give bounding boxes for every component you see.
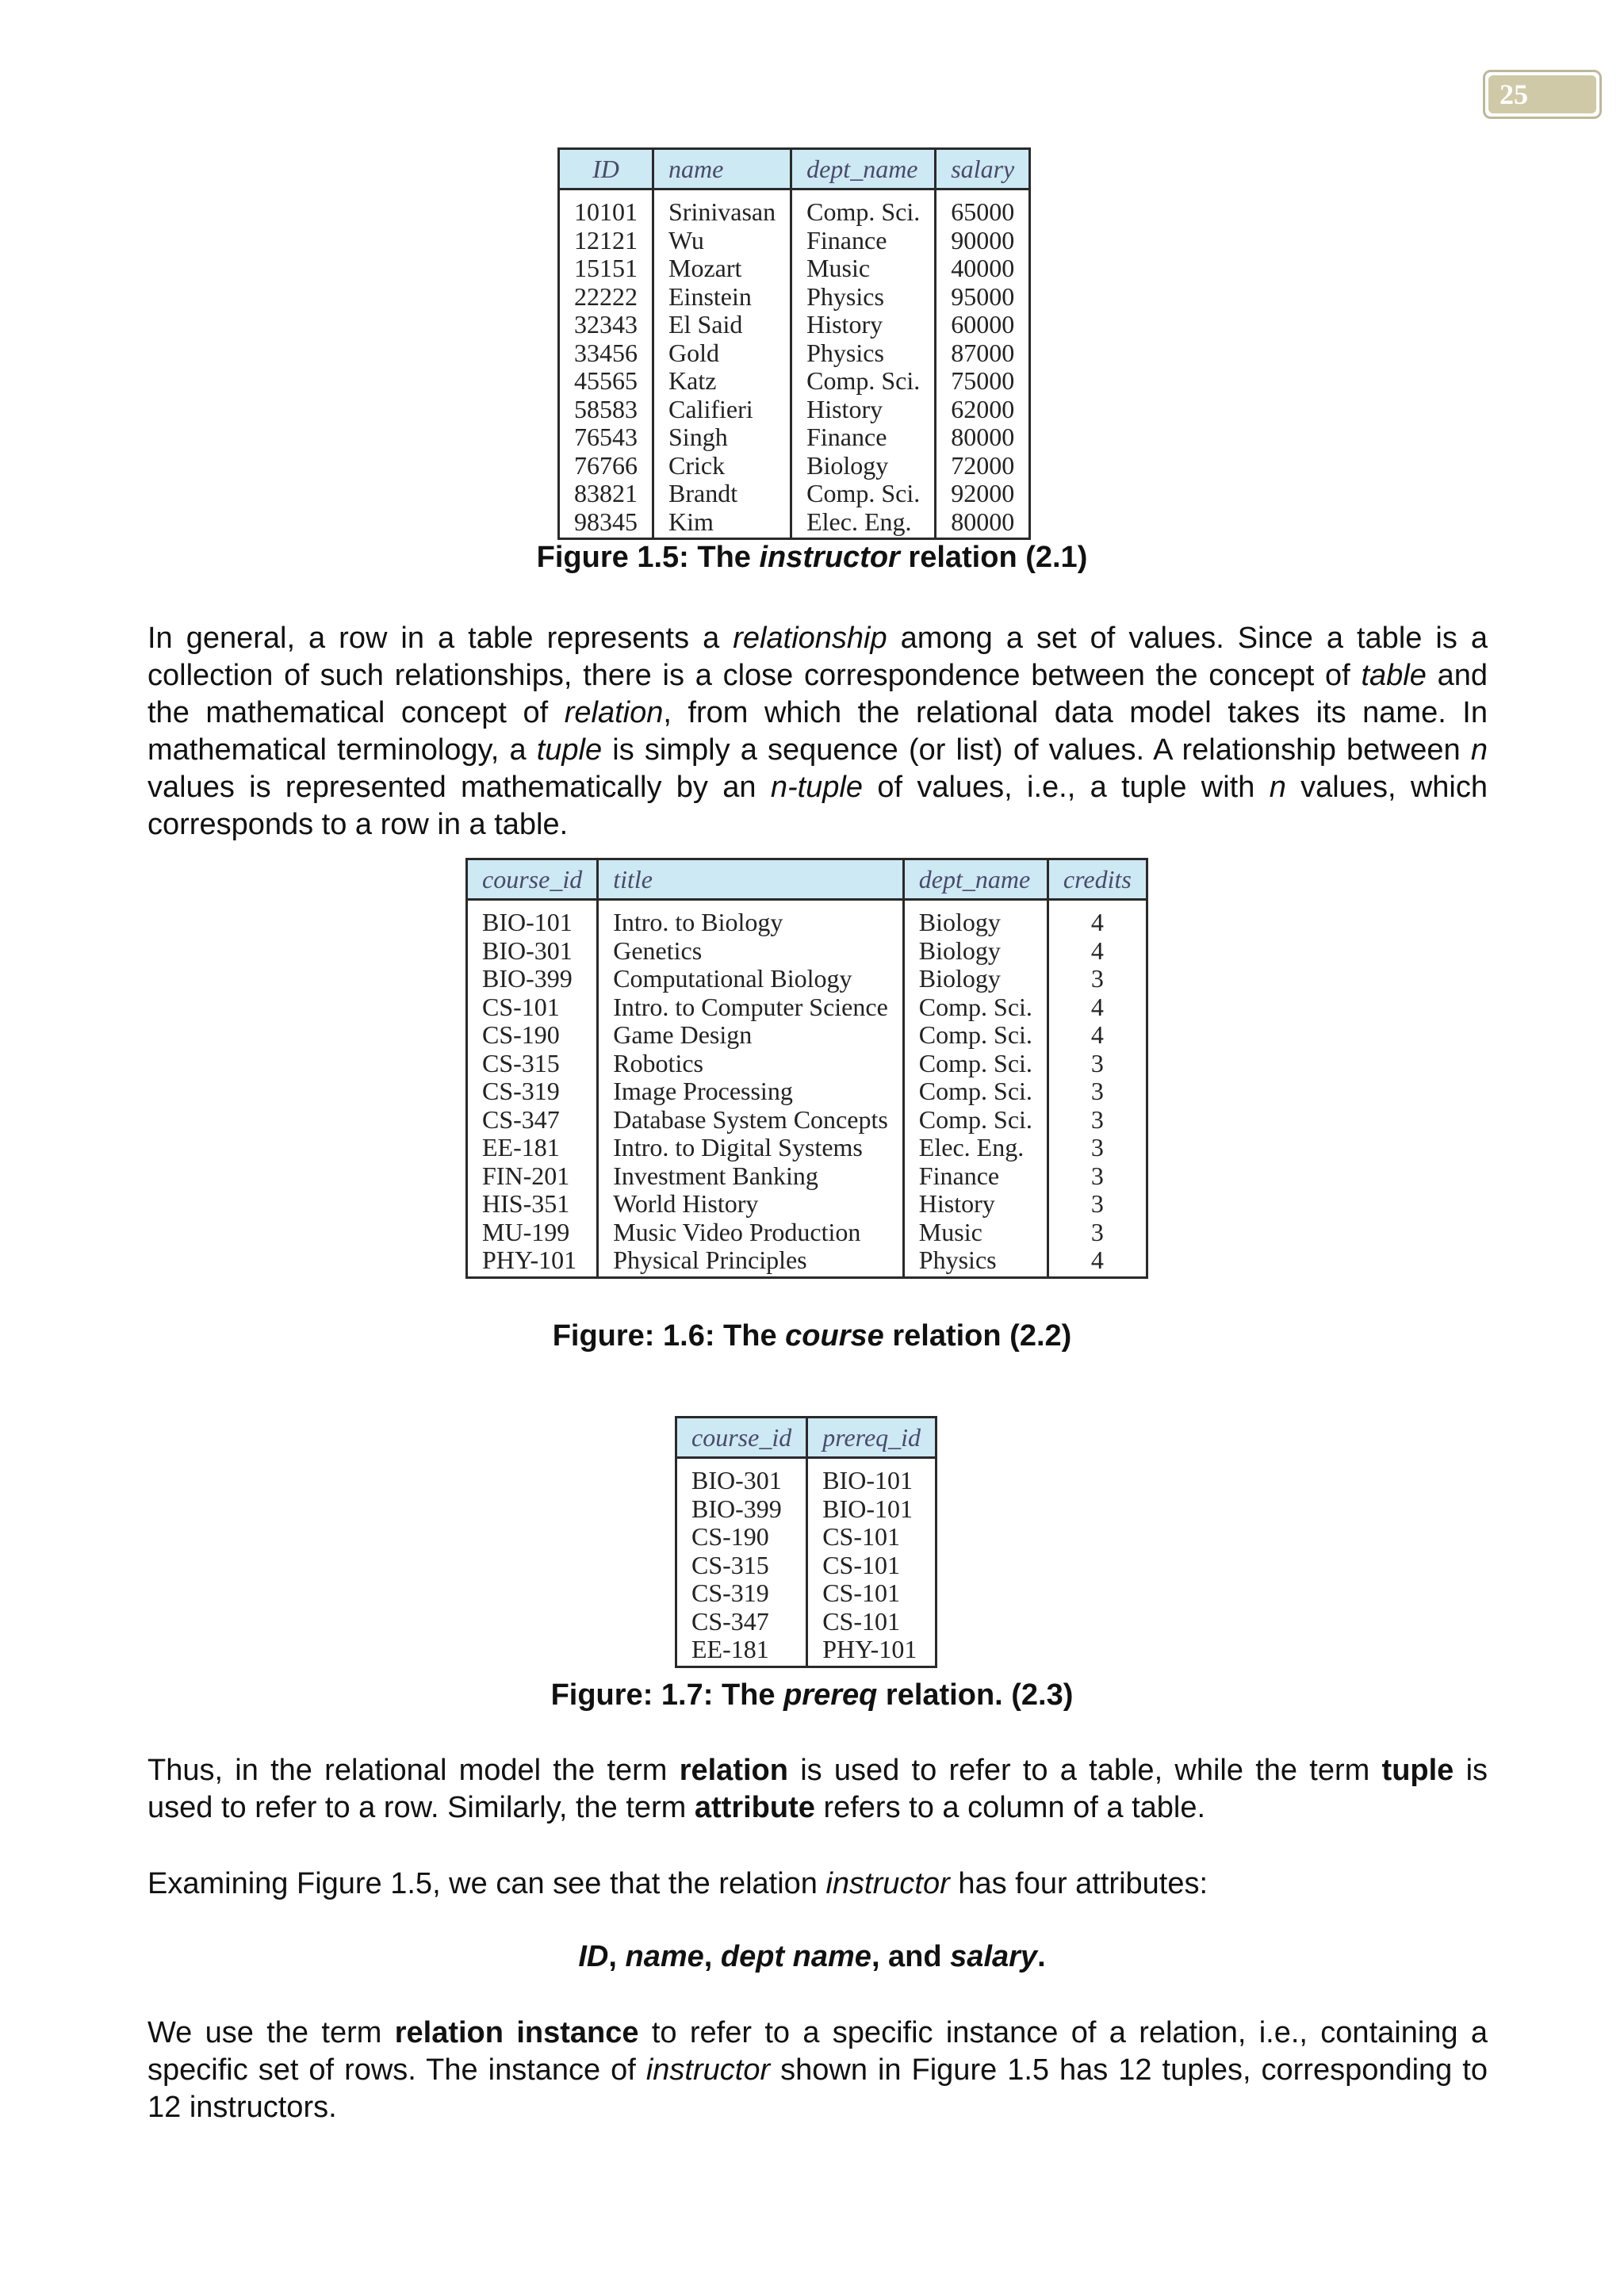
- text: refers to a column of a table.: [814, 1791, 1206, 1824]
- table-cell: CS-101: [468, 993, 599, 1022]
- text: , from which the relational data model takes its name. In mathematical terminology, a: [147, 696, 1488, 767]
- table-row: [560, 396, 1028, 424]
- attribute-name: ID: [578, 1940, 609, 1973]
- course-table: [465, 858, 1148, 1279]
- table-cell: Genetics: [599, 937, 905, 966]
- column-header: course_id: [468, 858, 599, 901]
- emphasis: instructor: [645, 2053, 771, 2087]
- table-cell: 3: [1090, 1048, 1104, 1077]
- caption-term: instructor: [759, 541, 900, 574]
- column-header: name: [654, 147, 792, 190]
- table-row: [560, 190, 1028, 227]
- table-cell: CS-101: [822, 1522, 900, 1551]
- table-cell: 3: [1090, 1217, 1104, 1246]
- table-row: [677, 1552, 935, 1580]
- table-cell: Comp. Sci.: [905, 993, 1049, 1022]
- text: to refer to a specific instance of a relation, i.e., containing a specific set of rows. The instance of: [147, 2016, 1488, 2087]
- table-cell: 4: [1090, 1020, 1104, 1049]
- table-cell: Music: [792, 254, 936, 283]
- table-row: [560, 480, 1028, 508]
- table-cell: Crick: [654, 452, 792, 480]
- table-row: [677, 1495, 935, 1524]
- table-row: [677, 1523, 935, 1552]
- text: shown in Figure 1.5 has 12 tuples, corresponding to 12 instructors.: [147, 2053, 1488, 2124]
- table-cell: 40000: [951, 254, 1015, 282]
- figure-caption-instructor: [0, 541, 1624, 575]
- table-cell: CS-347: [468, 1106, 599, 1135]
- text: of values, i.e., a tuple with: [863, 771, 1270, 804]
- paragraph-examining: [147, 1866, 1488, 1903]
- table-cell: CS-101: [822, 1606, 900, 1636]
- table-cell: 65000: [951, 197, 1015, 226]
- separator: .: [1037, 1940, 1046, 1973]
- text: We use the term: [147, 2016, 395, 2049]
- table-header-row: [677, 1416, 935, 1459]
- table-cell: 76766: [560, 452, 654, 480]
- separator: , and: [871, 1940, 951, 1973]
- paragraph-relation-terms: [147, 1752, 1488, 1827]
- table-cell: 45565: [560, 367, 654, 396]
- table-cell: Brandt: [654, 480, 792, 508]
- caption-text: Figure 1.5: The: [536, 541, 760, 574]
- table-row: [468, 901, 1146, 937]
- table-cell: 22222: [560, 283, 654, 312]
- table-cell: 95000: [951, 281, 1015, 311]
- table-cell: History: [792, 311, 936, 339]
- table-cell: World History: [599, 1190, 905, 1219]
- table-row: [560, 254, 1028, 283]
- table-cell: History: [792, 396, 936, 424]
- table-cell: Finance: [792, 227, 936, 255]
- text: values is represented mathematically by an: [147, 771, 771, 804]
- caption-text: relation: [877, 1678, 995, 1712]
- table-cell: 75000: [951, 366, 1015, 395]
- table-cell: Comp. Sci.: [905, 1050, 1049, 1078]
- column-header: salary: [936, 147, 1028, 190]
- bold-term: relation instance: [394, 2016, 639, 2049]
- table-cell: BIO-101: [822, 1466, 913, 1494]
- table-cell: 3: [1090, 1189, 1104, 1218]
- attribute-name: name: [625, 1940, 704, 1973]
- table-row: [468, 1106, 1146, 1135]
- table-cell: CS-101: [822, 1578, 900, 1607]
- table-cell: 33456: [560, 339, 654, 368]
- separator: ,: [608, 1940, 626, 1973]
- table-cell: Investment Banking: [599, 1162, 905, 1191]
- table-cell: Srinivasan: [654, 190, 792, 227]
- table-cell: CS-315: [468, 1050, 599, 1078]
- column-header: dept_name: [905, 858, 1049, 901]
- column-header: prereq_id: [808, 1416, 935, 1459]
- table-cell: BIO-399: [677, 1495, 808, 1524]
- table-cell: Comp. Sci.: [792, 480, 936, 508]
- table-row: [560, 508, 1028, 538]
- column-header: title: [599, 858, 905, 901]
- table-cell: Physics: [905, 1246, 1049, 1276]
- table-cell: 80000: [951, 507, 1015, 536]
- column-header: dept_name: [792, 147, 936, 190]
- attributes-list: [0, 1940, 1624, 1974]
- text: values, which corresponds to a row in a table.: [147, 771, 1488, 841]
- table-row: [560, 227, 1028, 255]
- table-cell: 10101: [560, 190, 654, 227]
- table-cell: 4: [1090, 1246, 1104, 1274]
- table-cell: 87000: [951, 338, 1015, 367]
- table-cell: 4: [1090, 992, 1104, 1021]
- attribute-name: dept name: [720, 1940, 871, 1973]
- table-row: [468, 1219, 1146, 1247]
- emphasis: relation: [564, 696, 664, 729]
- table-cell: Comp. Sci.: [905, 1021, 1049, 1050]
- table-row: [560, 339, 1028, 368]
- table-row: [468, 1134, 1146, 1162]
- table-row: [468, 937, 1146, 966]
- table-row: [677, 1579, 935, 1608]
- figure-caption-course: [0, 1319, 1624, 1353]
- table-cell: MU-199: [468, 1219, 599, 1247]
- caption-text: relation (2.2): [883, 1319, 1072, 1353]
- text: among a set of values. Since a table is a collection of such relationships, there is a close correspondence between the concept of: [147, 622, 1488, 692]
- table-cell: 32343: [560, 311, 654, 339]
- table-cell: 72000: [951, 450, 1015, 480]
- bold-term: tuple: [1381, 1754, 1454, 1787]
- table-row: [468, 1246, 1146, 1276]
- table-cell: Image Processing: [599, 1077, 905, 1106]
- table-cell: FIN-201: [468, 1162, 599, 1191]
- table-cell: 80000: [951, 423, 1015, 451]
- table-header-row: [468, 858, 1146, 901]
- table-row: [677, 1608, 935, 1636]
- table-cell: EE-181: [468, 1134, 599, 1162]
- caption-text: Figure: 1.7: The: [550, 1678, 784, 1712]
- paragraph-relationship: [147, 620, 1488, 844]
- table-cell: CS-319: [677, 1579, 808, 1608]
- table-cell: Robotics: [599, 1050, 905, 1078]
- table-cell: 90000: [951, 225, 1015, 254]
- separator: ,: [703, 1940, 721, 1973]
- table-cell: 76543: [560, 423, 654, 452]
- figure-caption-prereq: [0, 1678, 1624, 1712]
- table-cell: Elec. Eng.: [792, 508, 936, 538]
- table-cell: 60000: [951, 310, 1015, 339]
- table-cell: Gold: [654, 339, 792, 368]
- table-cell: 3: [1090, 964, 1104, 993]
- table-cell: Einstein: [654, 283, 792, 312]
- table-cell: Physics: [792, 339, 936, 368]
- table-cell: Finance: [792, 423, 936, 452]
- table-cell: Music: [905, 1219, 1049, 1247]
- bold-term: attribute: [694, 1791, 815, 1824]
- table-row: [560, 311, 1028, 339]
- table-cell: Computational Biology: [599, 965, 905, 993]
- page-number-badge: [1483, 70, 1602, 119]
- table-cell: Intro. to Digital Systems: [599, 1134, 905, 1162]
- emphasis: n-tuple: [770, 771, 864, 804]
- column-header: course_id: [677, 1416, 808, 1459]
- table-cell: PHY-101: [468, 1246, 599, 1276]
- table-cell: Mozart: [654, 254, 792, 283]
- table-cell: BIO-301: [468, 937, 599, 966]
- table-row: [560, 283, 1028, 312]
- instructor-table: [557, 147, 1031, 540]
- emphasis: n: [1269, 771, 1286, 804]
- table-cell: Califieri: [654, 396, 792, 424]
- table-row: [468, 993, 1146, 1022]
- table-row: [468, 1162, 1146, 1191]
- table-row: [468, 1050, 1146, 1078]
- table-cell: 83821: [560, 480, 654, 508]
- table-cell: Biology: [905, 965, 1049, 993]
- text: Thus, in the relational model the term: [147, 1754, 680, 1787]
- emphasis: tuple: [536, 733, 603, 767]
- table-cell: 98345: [560, 508, 654, 538]
- table-cell: Intro. to Computer Science: [599, 993, 905, 1022]
- table-cell: Biology: [905, 937, 1049, 966]
- table-cell: Music Video Production: [599, 1219, 905, 1247]
- caption-term: course: [785, 1319, 884, 1353]
- table-cell: 62000: [951, 394, 1015, 423]
- table-row: [560, 423, 1028, 452]
- table-cell: Physical Principles: [599, 1246, 905, 1276]
- table-cell: 15151: [560, 254, 654, 283]
- table-cell: 3: [1090, 1104, 1104, 1134]
- table-row: [468, 1190, 1146, 1219]
- emphasis: instructor: [825, 1867, 950, 1900]
- table-cell: Biology: [905, 901, 1049, 937]
- table-cell: 58583: [560, 396, 654, 424]
- table-cell: Comp. Sci.: [792, 190, 936, 227]
- table-cell: BIO-301: [677, 1459, 808, 1495]
- table-cell: CS-319: [468, 1077, 599, 1106]
- table-cell: Comp. Sci.: [905, 1077, 1049, 1106]
- table-cell: CS-347: [677, 1608, 808, 1636]
- table-cell: PHY-101: [822, 1635, 917, 1663]
- table-cell: 4: [1090, 908, 1104, 936]
- table-cell: El Said: [654, 311, 792, 339]
- table-cell: BIO-101: [822, 1494, 913, 1523]
- text: is used to refer to a table, while the term: [787, 1754, 1382, 1787]
- table-row: [468, 1021, 1146, 1050]
- text: In general, a row in a table represents a: [147, 622, 733, 655]
- table-cell: HIS-351: [468, 1190, 599, 1219]
- table-cell: 3: [1090, 1161, 1104, 1190]
- attribute-name: salary: [950, 1940, 1038, 1973]
- caption-text: . (2.3): [994, 1678, 1074, 1712]
- caption-term: prereq: [783, 1678, 878, 1712]
- text: is used to refer to a row. Similarly, the term: [147, 1754, 1488, 1824]
- table-cell: Game Design: [599, 1021, 905, 1050]
- table-cell: 92000: [951, 479, 1015, 507]
- table-cell: 4: [1090, 936, 1104, 965]
- table-header-row: [560, 147, 1028, 190]
- table-cell: Comp. Sci.: [792, 367, 936, 396]
- text: is simply a sequence (or list) of values. A relationship between: [602, 733, 1471, 767]
- table-cell: BIO-399: [468, 965, 599, 993]
- caption-text: Figure: 1.6: The: [552, 1319, 786, 1353]
- emphasis: relationship: [733, 622, 887, 655]
- table-cell: 3: [1090, 1133, 1104, 1161]
- table-cell: Database System Concepts: [599, 1106, 905, 1135]
- text: Examining Figure 1.5, we can see that the relation: [147, 1867, 826, 1900]
- table-cell: Wu: [654, 227, 792, 255]
- table-row: [677, 1636, 935, 1666]
- text: and the mathematical concept of: [147, 659, 1488, 729]
- table-row: [468, 965, 1146, 993]
- table-cell: Elec. Eng.: [905, 1134, 1049, 1162]
- table-cell: Intro. to Biology: [599, 901, 905, 937]
- table-cell: CS-190: [468, 1021, 599, 1050]
- paragraph-relation-instance: [147, 2015, 1488, 2126]
- table-cell: EE-181: [677, 1636, 808, 1666]
- emphasis: n: [1470, 733, 1488, 767]
- page-number: 25: [1488, 75, 1596, 113]
- column-header: credits: [1049, 858, 1146, 901]
- table-cell: 12121: [560, 227, 654, 255]
- table-cell: CS-190: [677, 1523, 808, 1552]
- prereq-table: [675, 1416, 937, 1668]
- table-cell: Finance: [905, 1162, 1049, 1191]
- table-cell: CS-315: [677, 1552, 808, 1580]
- table-row: [560, 367, 1028, 396]
- table-cell: Comp. Sci.: [905, 1106, 1049, 1135]
- table-cell: Singh: [654, 423, 792, 452]
- table-row: [468, 1077, 1146, 1106]
- table-cell: Kim: [654, 508, 792, 538]
- table-cell: CS-101: [822, 1550, 900, 1579]
- text: has four attributes:: [949, 1867, 1208, 1900]
- caption-text: relation (2.1): [899, 541, 1088, 574]
- table-cell: Katz: [654, 367, 792, 396]
- emphasis: table: [1361, 659, 1427, 692]
- bold-term: relation: [679, 1754, 788, 1787]
- table-row: [560, 452, 1028, 480]
- table-cell: History: [905, 1190, 1049, 1219]
- table-cell: 3: [1090, 1077, 1104, 1105]
- column-header: ID: [560, 147, 654, 190]
- table-cell: Physics: [792, 283, 936, 312]
- table-cell: BIO-101: [468, 901, 599, 937]
- table-row: [677, 1459, 935, 1495]
- table-cell: Biology: [792, 452, 936, 480]
